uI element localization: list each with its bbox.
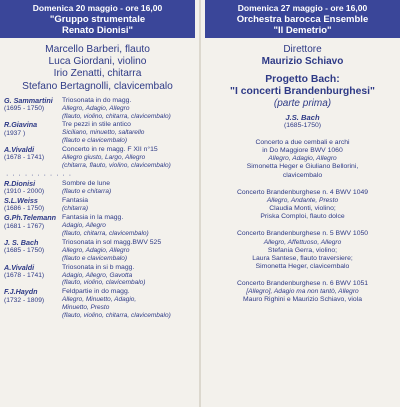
work-detail: Allegro, Adagio, Allegro — [62, 104, 130, 112]
project-title: Progetto Bach: — [265, 74, 340, 85]
composer-block — [205, 113, 400, 130]
composer-cell — [0, 97, 56, 121]
work-title: Triosonata in sol magg.BWV 525 — [62, 239, 162, 246]
composer-name: A.Vivaldi — [4, 262, 35, 272]
left-title-line-2: Renato Dionisi" — [61, 25, 133, 36]
performer: Marcello Barberi, flauto — [45, 44, 150, 55]
concert-performers: Claudia Monti, violino; — [269, 205, 336, 213]
right-title-line-2: "Il Demetrio" — [273, 25, 332, 36]
right-column — [205, 0, 400, 407]
page-fold — [199, 0, 201, 407]
right-title-line-1: Orchestra barocca Ensemble — [236, 14, 369, 25]
composer-cell — [0, 214, 56, 238]
director-block — [205, 44, 400, 68]
work-title: Feldpartie in do magg. — [62, 288, 130, 296]
work-cell — [56, 288, 195, 319]
project-part: (parte prima) — [273, 98, 332, 109]
concert-title: in Do Maggiore BWV 1060 — [262, 147, 343, 155]
composer-name: G.Ph.Telemann — [4, 213, 57, 223]
concert-performers: Simonetta Heger, clavicembalo — [255, 263, 350, 271]
work-cell — [56, 97, 195, 121]
composer-cell — [0, 121, 56, 145]
performer: Stefano Bertagnolli, clavicembalo — [22, 80, 173, 92]
concert-performers: Priska Comploi, flauto dolce — [260, 213, 345, 221]
concert-movements: Allegro, Affettuoso, Allegro — [263, 238, 342, 246]
project-subtitle: "I concerti Brandenburghesi" — [230, 86, 375, 97]
director-label: Direttore — [283, 44, 322, 55]
program-row — [0, 180, 195, 196]
concert-title: Concerto Brandenburghese n. 4 BWV 1049 — [236, 188, 369, 196]
program-row — [0, 146, 195, 170]
work-cell — [56, 239, 195, 263]
left-date: Domenica 20 maggio - ore 16,00 — [32, 3, 163, 13]
composer-name: R.Giavina — [4, 120, 38, 130]
project-block — [205, 74, 400, 110]
composer-cell — [0, 288, 56, 319]
composer-name: A.Vivaldi — [4, 145, 35, 154]
work-detail: (flauto, violino, clavicembalo) — [62, 279, 146, 287]
work-title: Fantasia — [62, 197, 89, 204]
work-detail: (chitarra) — [62, 205, 89, 212]
work-cell — [56, 197, 195, 213]
work-detail: (flauto, violino, chitarra, clavicembalo) — [62, 112, 171, 120]
left-header-band — [0, 0, 195, 38]
work-detail: (flauto, violino, chitarra, clavicembalo) — [62, 311, 171, 319]
work-detail: Adagio, Allegro — [62, 222, 106, 230]
concert-movements: Allegro, Adagio, Allegro — [268, 155, 337, 163]
work-detail: Minuetto, Presto — [62, 303, 110, 311]
director-name: Maurizio Schiavo — [261, 56, 344, 67]
left-column — [0, 0, 195, 407]
work-detail: Allegro, Minuetto, Adagio, — [62, 296, 137, 304]
work-detail: (flauto, chitarra, clavicembalo) — [62, 230, 149, 238]
concert-title: Concerto Brandenburghese n. 5 BWV 1050 — [236, 230, 369, 238]
composer-years: (1937 ) — [4, 129, 26, 137]
concert-movements: Allegro, Andante, Presto — [266, 197, 339, 205]
composer-years: (1910 - 2000) — [4, 188, 45, 195]
concert-performers: Laura Santese, flauto traversiere; — [252, 254, 353, 262]
work-detail: Adagio, Allegro, Gavotta — [62, 271, 133, 279]
work-cell — [56, 264, 195, 288]
concert-title: Concerto Brandenburghese n. 6 BWV 1051 — [236, 280, 369, 288]
work-title: Fantasia in la magg. — [62, 214, 124, 222]
work-cell — [56, 214, 195, 238]
work-title: Tre pezzi in stile antico — [62, 121, 131, 129]
program-row — [0, 97, 195, 121]
composer-years: (1685-1750) — [283, 122, 322, 129]
work-title: Sombre de lune — [62, 179, 110, 187]
performers-list — [0, 44, 195, 93]
composer-cell — [0, 180, 56, 196]
program-row — [0, 288, 195, 319]
composer-years: (1685 - 1750) — [4, 247, 45, 255]
work-detail: Allegro giusto, Largo, Allegro — [62, 154, 146, 161]
work-cell — [56, 121, 195, 145]
concert-block — [205, 139, 400, 180]
concert-block — [205, 230, 400, 271]
work-title: Concerto in re magg. F XII n°15 — [62, 146, 158, 153]
composer-cell — [0, 264, 56, 288]
work-detail: (flauto e clavicembalo) — [62, 137, 128, 145]
left-title-line-1: "Gruppo strumentale — [49, 14, 146, 25]
composer-cell — [0, 239, 56, 263]
right-header-band — [205, 0, 400, 38]
concert-performers: clavicembalo — [282, 171, 323, 179]
concert-movements: [Allegro], Adagio ma non tantò, Allegro — [246, 288, 359, 296]
composer-cell — [0, 146, 56, 170]
concert-performers: Mauro Righini e Maurizio Schiavo, viola — [243, 296, 362, 304]
composer-name: J. S. Bach — [4, 238, 39, 247]
concert-block — [205, 280, 400, 304]
program-row — [0, 121, 195, 145]
composer-years: (1732 - 1809) — [4, 296, 45, 304]
concert-block — [205, 189, 400, 222]
work-cell — [56, 180, 195, 196]
program-row — [0, 197, 195, 213]
program-row — [0, 214, 195, 238]
right-program — [205, 139, 400, 305]
composer-years: (1678 - 1741) — [4, 154, 45, 162]
concert-title: Concerto a due cembali e archi — [255, 139, 350, 146]
composer-name: R.Dionisi — [4, 178, 36, 188]
composer-cell — [0, 197, 56, 213]
right-date: Domenica 27 maggio - ore 16,00 — [237, 3, 368, 13]
concert-performers: Stefania Gerra, violino; — [267, 246, 338, 254]
work-detail: Allegro, Adagio, Allegro — [62, 247, 130, 254]
work-detail: Siciliano, minuetto, saltarello — [62, 129, 145, 137]
left-program — [0, 97, 195, 320]
composer-name: S.L.Weiss — [4, 196, 38, 205]
program-row — [0, 264, 195, 288]
work-detail: (flauto e clavicembalo) — [62, 254, 128, 262]
program-row — [0, 239, 195, 263]
composer-years: (1695 - 1750) — [4, 105, 45, 113]
composer-name: J.S. Bach — [285, 113, 320, 122]
composer-years: (1678 - 1741) — [4, 272, 45, 279]
composer-years: (1681 - 1767) — [4, 222, 45, 230]
composer-name: G. Sammartini — [4, 95, 53, 105]
work-detail: (chitarra, flauto, violino, clavicembalo) — [62, 161, 171, 169]
performer: Luca Giordani, violino — [48, 56, 147, 68]
work-title: Triosonata in do magg. — [62, 96, 132, 104]
composer-years: (1686 - 1750) — [4, 205, 45, 213]
composer-name: F.J.Haydn — [4, 287, 38, 297]
performer: Irio Zenatti, chitarra — [53, 68, 142, 80]
work-cell — [56, 146, 195, 170]
work-title: Triosonata in si b magg. — [62, 263, 135, 271]
section-divider: · · · · · · · · · · · — [6, 171, 73, 179]
work-detail: (flauto e chitarra) — [62, 187, 112, 195]
concert-performers: Simonetta Heger e Giuliano Bellorini, — [246, 163, 359, 171]
